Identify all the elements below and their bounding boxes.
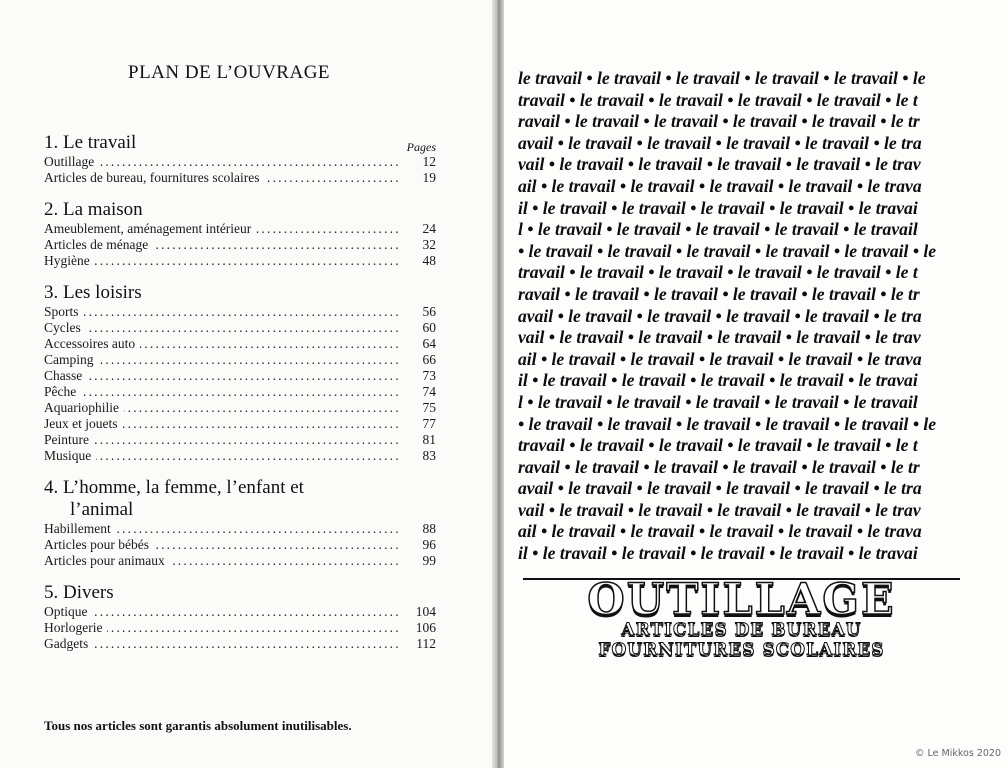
copyright-watermark: © Le Mikkos 2020 <box>915 748 1001 759</box>
toc-entry-label: Accessoires auto <box>44 336 140 351</box>
toc-entry-label: Outillage <box>44 154 99 169</box>
toc-entry <box>44 620 436 636</box>
pattern-line: il • le travail • le travail • le travail • le travail • le travai <box>518 370 918 391</box>
toc-entry-page: 96 <box>422 537 436 552</box>
pattern-line: avail • le travail • le travail • le travail • le travail • le tra <box>518 132 922 153</box>
toc-entry <box>44 221 436 237</box>
pattern-line: l • le travail • le travail • le travail • le travail • le travail <box>518 219 918 240</box>
toc-entry <box>44 432 436 448</box>
toc-entry-label: Articles de bureau, fournitures scolaires <box>44 170 265 185</box>
pattern-line: l • le travail • le travail • le travail • le travail • le travail <box>518 391 918 412</box>
toc-entry-page: 64 <box>422 336 436 351</box>
section-heading <box>44 199 436 221</box>
toc-entry-page: 60 <box>422 320 436 335</box>
toc-entry-page: 12 <box>422 154 436 169</box>
toc-entry-page: 104 <box>415 604 436 619</box>
toc-entry-page: 81 <box>422 432 436 447</box>
toc-entry-page: 56 <box>422 304 436 319</box>
pattern-line: travail • le travail • le travail • le travail • le travail • le t <box>518 89 918 110</box>
toc-entry <box>44 368 436 384</box>
toc-entry <box>44 320 436 336</box>
pattern-line: le travail • le travail • le travail • le travail • le travail • le <box>518 68 926 88</box>
toc-entry-page: 106 <box>415 620 436 635</box>
toc-entry-page: 77 <box>422 416 436 431</box>
pattern-line: avail • le travail • le travail • le travail • le travail • le tra <box>518 305 922 326</box>
chapter-subtitle-second: FOURNITURES SCOLAIRES <box>598 640 885 660</box>
toc-entry-label: Articles pour bébés <box>44 537 154 552</box>
toc-entry-label: Articles de ménage <box>44 237 153 252</box>
toc-entry <box>44 448 436 464</box>
section-heading-text: 3. Les loisirs <box>44 282 142 303</box>
toc-entry <box>44 253 436 269</box>
toc-entry-label: Horlogerie <box>44 620 107 635</box>
page-title: PLAN DE L’OUVRAGE <box>128 62 331 83</box>
toc-entry-label: Habillement <box>44 521 116 536</box>
pattern-line: ail • le travail • le travail • le travail • le travail • le trava <box>518 521 922 542</box>
pattern-line: travail • le travail • le travail • le travail • le travail • le t <box>518 435 918 456</box>
toc-section-maison <box>44 199 436 269</box>
toc-entry <box>44 553 436 569</box>
pattern-line: • le travail • le travail • le travail • le travail • le travail • le <box>518 413 937 434</box>
toc-entry-page: 73 <box>422 368 436 383</box>
toc-entry-label: Gadgets <box>44 636 93 651</box>
pattern-line: ail • le travail • le travail • le travail • le travail • le trava <box>518 175 922 196</box>
toc-entry-page: 74 <box>422 384 436 399</box>
toc-entry <box>44 170 436 186</box>
toc-entry <box>44 537 436 553</box>
toc-entry-page: 99 <box>422 553 436 568</box>
toc-entry <box>44 304 436 320</box>
toc-entry <box>44 521 436 537</box>
section-heading-text-continued: l’animal <box>70 499 134 520</box>
toc-entry-label: Ameublement, aménagement intérieur <box>44 221 256 236</box>
toc-entry-label: Cycles <box>44 320 86 335</box>
section-heading-text: 1. Le travail <box>44 132 137 153</box>
pattern-line: ail • le travail • le travail • le travail • le travail • le trava <box>518 348 922 369</box>
section-heading <box>44 582 436 604</box>
toc-entry-label: Chasse <box>44 368 87 383</box>
book-gutter <box>492 0 504 768</box>
toc-entry <box>44 636 436 652</box>
toc-entry-page: 83 <box>422 448 436 463</box>
footer-note: Tous nos articles sont garantis absolument inutilisables. <box>44 718 352 733</box>
toc-section-loisirs <box>44 282 436 464</box>
toc-entry <box>44 352 436 368</box>
pattern-line: vail • le travail • le travail • le travail • le travail • le trav <box>518 154 921 175</box>
repeated-word-pattern <box>518 68 964 565</box>
pattern-line: il • le travail • le travail • le travail • le travail • le travai <box>518 543 918 564</box>
toc-entry <box>44 237 436 253</box>
toc-entry-label: Aquariophilie <box>44 400 124 415</box>
toc-entry-page: 48 <box>422 253 436 268</box>
toc-entry-label: Hygiène <box>44 253 95 268</box>
table-of-contents <box>44 132 436 665</box>
toc-entry <box>44 384 436 400</box>
toc-entry <box>44 604 436 620</box>
chapter-subtitle: ARTICLES DE BUREAU <box>621 620 862 640</box>
toc-section-travail <box>44 132 436 186</box>
left-page <box>0 0 492 768</box>
toc-entry-label: Sports <box>44 304 84 319</box>
section-heading <box>44 477 436 521</box>
pattern-line: vail • le travail • le travail • le travail • le travail • le trav <box>518 499 921 520</box>
toc-entry-page: 75 <box>422 400 436 415</box>
toc-section-divers <box>44 582 436 652</box>
toc-entry <box>44 154 436 170</box>
section-heading-text: 4. L’homme, la femme, l’enfant et <box>44 477 304 498</box>
toc-entry <box>44 400 436 416</box>
toc-entry-page: 19 <box>422 170 436 185</box>
pattern-line: ravail • le travail • le travail • le travail • le travail • le tr <box>518 111 920 132</box>
toc-entry-page: 66 <box>422 352 436 367</box>
pattern-line: ravail • le travail • le travail • le travail • le travail • le tr <box>518 283 920 304</box>
toc-entry-label: Musique <box>44 448 96 463</box>
toc-section-homme <box>44 477 436 569</box>
section-heading-text: 5. Divers <box>44 582 114 603</box>
toc-entry-label: Jeux et jouets <box>44 416 123 431</box>
pattern-line: ravail • le travail • le travail • le travail • le travail • le tr <box>518 456 920 477</box>
section-heading <box>44 132 436 154</box>
pattern-line: il • le travail • le travail • le travail • le travail • le travai <box>518 197 918 218</box>
toc-entry-page: 32 <box>422 237 436 252</box>
toc-entry-page: 24 <box>422 221 436 236</box>
section-heading-text: 2. La maison <box>44 199 143 220</box>
toc-entry-label: Optique <box>44 604 93 619</box>
toc-entry <box>44 416 436 432</box>
toc-entry-label: Pêche <box>44 384 81 399</box>
pattern-line: travail • le travail • le travail • le travail • le travail • le t <box>518 262 918 283</box>
pages-column-header: Pages <box>406 140 436 154</box>
toc-entry-label: Camping <box>44 352 99 367</box>
toc-entry-label: Peinture <box>44 432 94 447</box>
toc-entry-label: Articles pour animaux <box>44 553 170 568</box>
pattern-line: vail • le travail • le travail • le travail • le travail • le trav <box>518 327 921 348</box>
toc-entry-page: 112 <box>416 636 436 651</box>
section-heading <box>44 282 436 304</box>
chapter-title: OUTILLAGE <box>587 575 896 625</box>
pattern-line: • le travail • le travail • le travail • le travail • le travail • le <box>518 240 937 261</box>
pattern-line: avail • le travail • le travail • le travail • le travail • le tra <box>518 478 922 499</box>
toc-entry <box>44 336 436 352</box>
toc-entry-page: 88 <box>422 521 436 536</box>
